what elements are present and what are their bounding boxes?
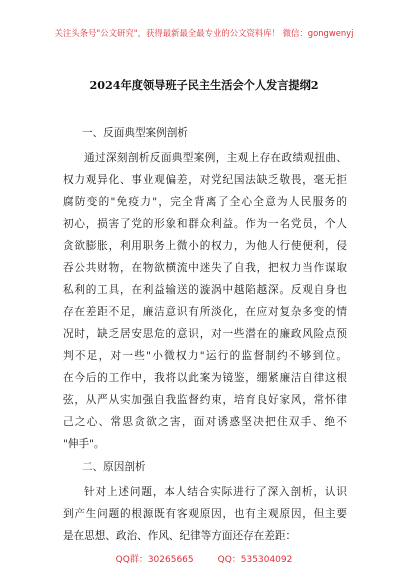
paragraph-line: 吞公共财物，在物欲横流中迷失了自我，把权力当作谋取 [63,262,347,274]
section-1-heading: 一、反面典型案例剖析 [82,127,188,139]
paragraph-line: 通过深刻剖析反面典型案例，主观上存在政绩观扭曲、 [84,152,347,164]
paragraph-line: 己之心、常思贪欲之害，面对诱惑坚决把住双手、绝不 [63,416,347,428]
footer-qq-number: QQ：535304092 [217,555,293,565]
paragraph-line: 判不足，对一些"小微权力"运行的监督制约不够到位。 [63,350,347,362]
paragraph-line: 到产生问题的根源既有客观原因，也有主观原因，但主要 [63,508,347,520]
paragraph-line: 私利的工具，在利益输送的漩涡中越陷越深。反观自身也 [63,284,347,296]
paragraph-line: 弦，从严从实加强自我监督约束，培育良好家风，常怀律 [63,394,347,406]
paragraph-line: 存在差距不足，廉洁意识有所淡化，在应对复杂多变的情 [63,306,347,318]
document-title: 2024年度领导班子民主生活会个人发言提纲2 [89,78,319,92]
paragraph-line: 权力观异化、事业观偏差，对党纪国法缺乏敬畏，毫无拒 [63,174,347,186]
header-promo-banner: 关注头条号"公文研究"，获得最新最全最专业的公文资料库！ 微信：gongwenyj [54,28,354,38]
paragraph-line: 在今后的工作中，我将以此案为镜鉴，绷紧廉洁自律这根 [63,372,347,384]
section-2-heading: 二、原因剖析 [82,461,146,473]
paragraph-line: 况时，缺乏居安思危的意识，对一些潜在的廉政风险点预 [63,328,347,340]
footer-contact [0,552,408,565]
paragraph-line: 初心，损害了党的形象和群众利益。作为一名党员，个人 [63,218,347,230]
paragraph-line: "伸手"。 [63,438,105,450]
paragraph-line: 针对上述问题，本人结合实际进行了深入剖析，认识 [84,486,347,498]
paragraph-line: 是在思想、政治、作风、纪律等方面还存在差距： [63,530,297,542]
paragraph-line: 腐防变的"免疫力"，完全背离了全心全意为人民服务的 [63,196,347,208]
paragraph-line: 贪欲膨胀，利用职务上微小的权力，为他人行使便利，侵 [63,240,347,252]
footer-qq-group: QQ群：30265665 [115,555,194,565]
